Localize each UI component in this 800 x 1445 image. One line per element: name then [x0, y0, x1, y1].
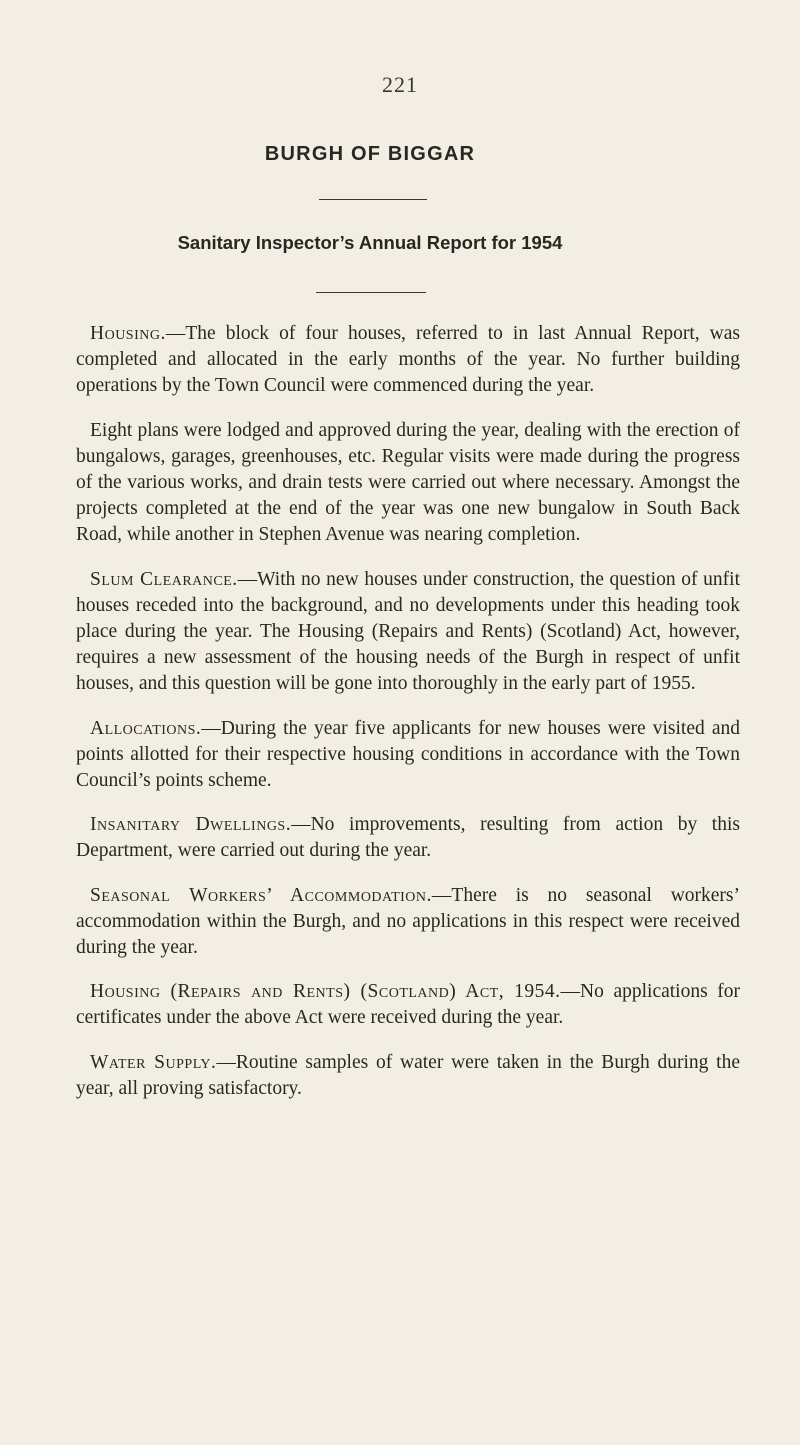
paragraph-slum-clearance — [76, 567, 740, 698]
paragraph-heading: Water Supply. — [90, 1051, 217, 1073]
paragraph-heading: Housing (Repairs and Rents) (Scotland) Act, 1954. — [90, 981, 561, 1003]
paragraph-text: —No improvements, resulting from action by this Department, were carried out during the year. — [76, 814, 740, 862]
paragraph-building-plans — [76, 418, 740, 549]
page-title: BURGH OF BIGGAR — [264, 143, 476, 165]
title-divider — [319, 199, 427, 200]
paragraph-housing-act — [76, 979, 740, 1031]
paragraph-heading: Seasonal Workers’ Accommodation. — [90, 884, 432, 906]
report-subtitle: Sanitary Inspector’s Annual Report for 1954 — [177, 232, 563, 253]
paragraph-allocations — [76, 716, 740, 795]
page-number: 221 — [382, 72, 418, 97]
paragraph-text: —During the year five applicants for new houses were visited and points allotted for their respective housing conditions in accordance with the Town Council’s points scheme. — [76, 717, 740, 792]
paragraph-text: —The block of four houses, referred to in last Annual Report, was completed and allocated in the early months of the year. No further building operations by the Town Council were commenced during the year. — [76, 323, 740, 397]
paragraph-housing — [76, 321, 740, 400]
subtitle-divider — [316, 292, 426, 293]
paragraph-text: —Routine samples of water were taken in the Burgh during the year, all proving satisfactory. — [76, 1051, 740, 1099]
paragraph-text: —There is no seasonal workers’ accommodation within the Burgh, and no applications in this respect were received during the year. — [76, 884, 740, 959]
paragraph-heading: Slum Clearance. — [90, 568, 238, 590]
paragraph-water-supply — [76, 1050, 740, 1102]
paragraph-heading: Allocations. — [90, 717, 202, 739]
paragraph-text: —With no new houses under construction, the question of unfit houses receded into the background, and no developments under this heading took place during the year. The Housing (Repairs and Rents) (Scotland) Act, however, requires a new assessment of the housing needs of the Burgh in respect of unfit houses, and this question will be gone into thoroughly in the early part of 1955. — [76, 568, 740, 695]
paragraph-text: —No applications for certificates under the above Act were received during the year. — [76, 981, 740, 1029]
paragraph-text: Eight plans were lodged and approved during the year, dealing with the erection of bungalows, garages, greenhouses, etc. Regular visits were made during the progress of the various works, and drain tests were carried out where necessary. Amongst the projects completed at the end of the year was one new bungalow in South Back Road, while another in Stephen Avenue was nearing completion. — [76, 419, 740, 546]
paragraph-heading: Insanitary Dwellings. — [90, 814, 292, 836]
paragraph-heading: Housing. — [90, 323, 166, 344]
paragraph-insanitary-dwellings — [76, 812, 740, 864]
report-body — [76, 321, 740, 1120]
paragraph-seasonal-workers — [76, 883, 740, 962]
